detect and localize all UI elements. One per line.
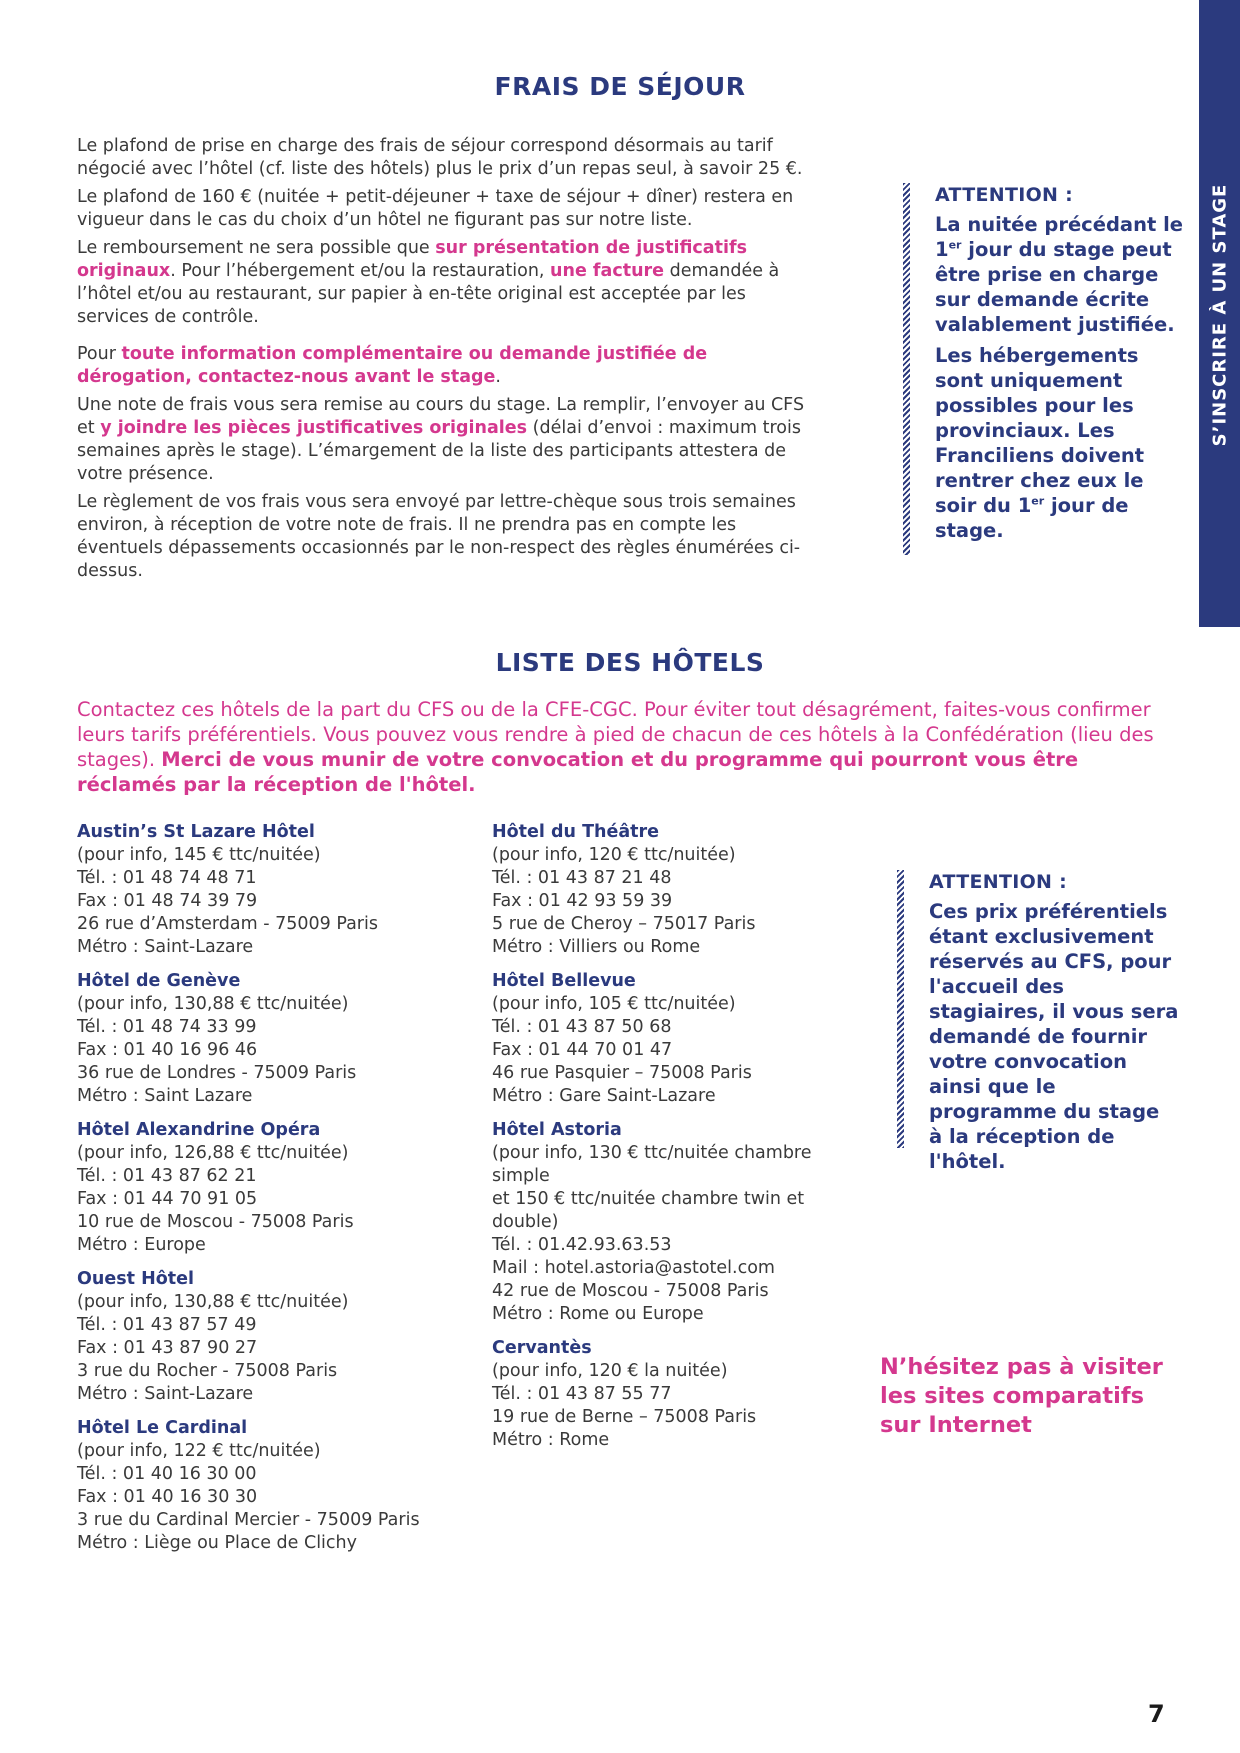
hotel-detail-line: Fax : 01 40 16 30 30	[77, 1487, 258, 1507]
hotels-column-left	[77, 821, 477, 1566]
hotels-title: LISTE DES HÔTELS	[495, 648, 765, 677]
frais-paragraph-2: Le plafond de 160 € (nuitée + petit-déjeuner + taxe de séjour + dîner) restera en vigueur dans le cas du choix d’un hôtel ne figurant pas sur notre liste.	[77, 187, 794, 230]
hotel-detail-line: 26 rue d’Amsterdam - 75009 Paris	[77, 914, 378, 934]
hotel-detail-line: Métro : Rome ou Europe	[492, 1304, 704, 1324]
hotel-name: Hôtel Bellevue	[492, 971, 636, 991]
frais-paragraph-5: Une note de frais vous sera remise au cours du stage. La remplir, l’envoyer au CFS et y joindre les pièces justificatives originales (délai d’envoi : maximum trois semaines après le stage). L’émargement de la liste des participants attestera de votre présence.	[77, 395, 805, 484]
hotel-entry	[77, 1417, 477, 1555]
hotel-detail-line: Tél. : 01 48 74 33 99	[77, 1017, 257, 1037]
hotel-detail-line: (pour info, 130,88 € ttc/nuitée)	[77, 994, 349, 1014]
hotel-detail-line: Métro : Villiers ou Rome	[492, 937, 701, 957]
hotel-detail-line: Métro : Saint-Lazare	[77, 1384, 254, 1404]
hotel-detail-line: (pour info, 130,88 € ttc/nuitée)	[77, 1292, 349, 1312]
hotel-detail-line: Tél. : 01 48 74 48 71	[77, 868, 257, 888]
hotel-detail-line: 3 rue du Rocher - 75008 Paris	[77, 1361, 338, 1381]
hotels-intro: Contactez ces hôtels de la part du CFS ou de la CFE-CGC. Pour éviter tout désagrément, faites-vous confirmer leurs tarifs préférentiels. Vous pouvez vous rendre à pied de chacun de ces hôtels à la Confédération (lieu des stages). Merci de vous munir de votre convocation et du programme qui pourront vous être réclamés par la réception de l'hôtel.	[77, 698, 1154, 796]
attention-callout-1	[903, 183, 1183, 555]
hotel-detail-line: Tél. : 01 43 87 21 48	[492, 868, 672, 888]
hotel-name: Austin’s St Lazare Hôtel	[77, 822, 315, 842]
hotel-name: Hôtel du Théâtre	[492, 822, 660, 842]
hotel-detail-line: Tél. : 01.42.93.63.53	[492, 1235, 672, 1255]
hotel-name: Hôtel Astoria	[492, 1120, 622, 1140]
hotel-entry	[492, 970, 872, 1108]
hotel-detail-line: 36 rue de Londres - 75009 Paris	[77, 1063, 357, 1083]
hotel-detail-line: 19 rue de Berne – 75008 Paris	[492, 1407, 757, 1427]
hotel-detail-line: (pour info, 126,88 € ttc/nuitée)	[77, 1143, 349, 1163]
hotel-detail-line: Métro : Europe	[77, 1235, 206, 1255]
hotel-detail-line: Métro : Rome	[492, 1430, 610, 1450]
hotel-detail-line: 42 rue de Moscou - 75008 Paris	[492, 1281, 769, 1301]
hotel-entry	[492, 821, 872, 959]
hotel-name: Hôtel Le Cardinal	[77, 1418, 248, 1438]
page-number: 7	[1148, 1700, 1165, 1728]
hotel-detail-line: Fax : 01 42 93 59 39	[492, 891, 673, 911]
hotel-detail-line: 10 rue de Moscou - 75008 Paris	[77, 1212, 354, 1232]
attention-callout-2	[897, 870, 1187, 1173]
hotel-detail-line: (pour info, 105 € ttc/nuitée)	[492, 994, 736, 1014]
attention-text-1a: La nuitée précédant le 1er jour du stage peut être prise en charge sur demande écrite valablement justifiée.	[935, 213, 1183, 336]
frais-paragraph-4: Pour toute information complémentaire ou demande justifiée de dérogation, contactez-nous avant le stage.	[77, 344, 708, 387]
attention-text-2: Ces prix préférentiels étant exclusivement réservés au CFS, pour l'accueil des stagiaires, il vous sera demandé de fournir votre convocation ainsi que le programme du stage à la réception de l'hôtel.	[929, 900, 1179, 1173]
promo-text: N’hésitez pas à visiter les sites comparatifs sur Internet	[880, 1354, 1163, 1438]
attention-title-1: ATTENTION :	[935, 184, 1074, 206]
hotel-detail-line: et 150 € ttc/nuitée chambre twin et	[492, 1189, 805, 1209]
hotel-detail-line: Tél. : 01 43 87 50 68	[492, 1017, 672, 1037]
side-tab-label: S’INSCRIRE À UN STAGE	[1209, 183, 1231, 447]
hotel-entry	[492, 1337, 872, 1452]
callout-stripe	[897, 870, 904, 1148]
hotel-detail-line: (pour info, 145 € ttc/nuitée)	[77, 845, 321, 865]
hotels-column-right	[492, 821, 872, 1463]
hotel-detail-line: Fax : 01 44 70 01 47	[492, 1040, 673, 1060]
hotel-detail-line: (pour info, 120 € la nuitée)	[492, 1361, 728, 1381]
hotel-detail-line: Mail : hotel.astoria@astotel.com	[492, 1258, 775, 1278]
frais-paragraph-6: Le règlement de vos frais vous sera envoyé par lettre-chèque sous trois semaines environ, à réception de votre note de frais. Il ne prendra pas en compte les éventuels dépassements occasionnés par le non-respect des règles énumérées ci-dessus.	[77, 492, 801, 581]
hotel-detail-line: Tél. : 01 40 16 30 00	[77, 1464, 257, 1484]
hotel-detail-line: (pour info, 120 € ttc/nuitée)	[492, 845, 736, 865]
hotel-detail-line: (pour info, 130 € ttc/nuitée chambre simple	[492, 1143, 812, 1186]
hotel-detail-line: (pour info, 122 € ttc/nuitée)	[77, 1441, 321, 1461]
hotel-detail-line: 46 rue Pasquier – 75008 Paris	[492, 1063, 752, 1083]
hotel-name: Hôtel de Genève	[77, 971, 241, 991]
callout-stripe	[903, 183, 910, 555]
hotel-detail-line: Métro : Saint Lazare	[77, 1086, 253, 1106]
hotel-entry	[492, 1119, 872, 1326]
hotel-entry	[77, 970, 477, 1108]
hotel-detail-line: Métro : Saint-Lazare	[77, 937, 254, 957]
hotel-detail-line: Fax : 01 40 16 96 46	[77, 1040, 258, 1060]
attention-text-1b: Les hébergements sont uniquement possibles pour les provinciaux. Les Franciliens doivent rentrer chez eux le soir du 1er jour de stage.	[935, 344, 1145, 542]
hotel-detail-line: Fax : 01 43 87 90 27	[77, 1338, 258, 1358]
hotel-detail-line: Métro : Liège ou Place de Clichy	[77, 1533, 357, 1553]
hotel-detail-line: Fax : 01 44 70 91 05	[77, 1189, 258, 1209]
hotel-detail-line: Tél. : 01 43 87 57 49	[77, 1315, 257, 1335]
hotel-entry	[77, 1119, 477, 1257]
frais-paragraph-3: Le remboursement ne sera possible que sur présentation de justificatifs originaux. Pour l’hébergement et/ou la restauration, une facture demandée à l’hôtel et/ou au restaurant, sur papier à en-tête original est acceptée par les services de contrôle.	[77, 238, 780, 327]
hotel-name: Hôtel Alexandrine Opéra	[77, 1120, 321, 1140]
frais-body	[77, 135, 807, 588]
attention-title-2: ATTENTION :	[929, 871, 1068, 893]
hotel-detail-line: 3 rue du Cardinal Mercier - 75009 Paris	[77, 1510, 420, 1530]
hotel-entry	[77, 821, 477, 959]
hotel-detail-line: Fax : 01 48 74 39 79	[77, 891, 258, 911]
hotel-detail-line: Tél. : 01 43 87 55 77	[492, 1384, 672, 1404]
hotel-detail-line: double)	[492, 1212, 559, 1232]
frais-title: FRAIS DE SÉJOUR	[494, 72, 746, 101]
hotel-entry	[77, 1268, 477, 1406]
hotel-detail-line: 5 rue de Cheroy – 75017 Paris	[492, 914, 756, 934]
hotel-name: Cervantès	[492, 1338, 592, 1358]
hotel-detail-line: Métro : Gare Saint-Lazare	[492, 1086, 716, 1106]
frais-paragraph-1: Le plafond de prise en charge des frais de séjour correspond désormais au tarif négocié avec l’hôtel (cf. liste des hôtels) plus le prix d’un repas seul, à savoir 25 €.	[77, 136, 803, 179]
hotel-name: Ouest Hôtel	[77, 1269, 194, 1289]
hotel-detail-line: Tél. : 01 43 87 62 21	[77, 1166, 257, 1186]
